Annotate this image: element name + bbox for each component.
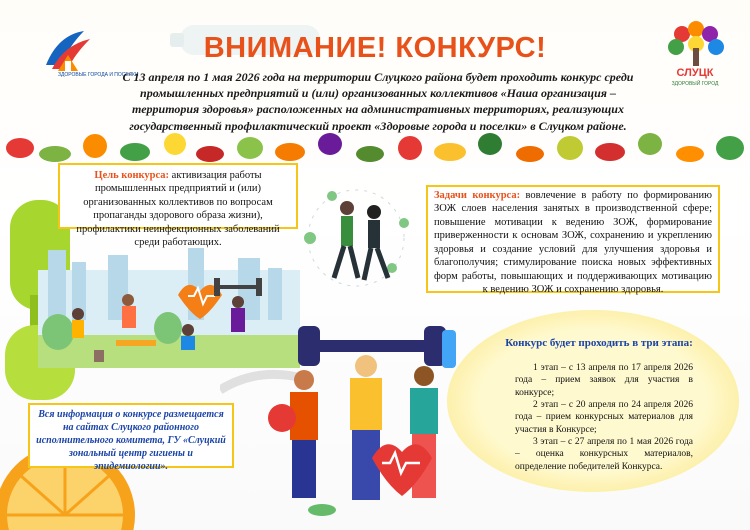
stages-list bbox=[515, 362, 693, 473]
right-logo-text: СЛУЦК bbox=[676, 67, 714, 79]
stage-item: 2 этап – с 20 апреля по 24 апреля 2026 года – прием конкурсных материалов для участия в Конкурсе; bbox=[515, 400, 693, 435]
runners-illustration bbox=[292, 178, 420, 298]
stage-item: 1 этап – с 13 апреля по 17 апреля 2026 года – прием заявок для участия в конкурсе; bbox=[515, 363, 693, 398]
stages-title: Конкурс будет проходить в три этапа: bbox=[505, 337, 693, 349]
tasks-label: Задачи конкурса: bbox=[434, 190, 521, 201]
tasks-box bbox=[426, 185, 720, 296]
outdoor-exercise-illustration bbox=[38, 240, 300, 368]
page-title: ВНИМАНИЕ! КОНКУРС! bbox=[203, 32, 547, 64]
tasks-text: вовлечение в работу по формированию ЗОЖ слоев населения занятых в производственной сфере; повышение мотивации к ведению ЗОЖ, формирование приверженности к основам ЗОЖ, сохранению и укреплению здоровья и создание условий для улучшения здоровья и благополучия; стимулирование поиска новых эффективных форм работы, повышающих и поддерживающих мотивацию к ведению ЗОЖ и сохранению здоровья. bbox=[434, 190, 712, 296]
right-logo-subtext: ЗДОРОВЫЙ ГОРОД bbox=[671, 81, 719, 87]
stage-item: 3 этап – с 27 апреля по 1 мая 2026 года – оценка конкурсных материалов, определение победителей Конкурса. bbox=[515, 437, 693, 472]
goal-text: активизация работы промышленных предприятий и (или) организованных коллективов по вопросам пропаганды здорового образа жизни), профилактики неинфекционных заболеваний среди работающих. bbox=[76, 170, 280, 249]
left-logo-caption: ЗДОРОВЫЕ ГОРОДА И ПОСЕЛКИ bbox=[58, 72, 139, 78]
team-fitness-illustration bbox=[262, 318, 477, 523]
goal-box bbox=[58, 163, 298, 249]
goal-label: Цель конкурса: bbox=[94, 170, 170, 181]
intro-paragraph: С 13 апреля по 1 мая 2026 года на территории Слуцкого района будет проходить конкурс среди промышленных предприятий и (или) организованных коллективов «Наша организация – территория здоровья» расположенных на административных территориях, реализующих государственный профилактический проект «Здоровые города и поселки» в Слуцком районе. bbox=[122, 70, 634, 133]
info-box: Вся информация о конкурсе размещается на сайтах Слуцкого районного исполнительного комитета, ГУ «Слуцкий зональный центр гигиены и эпидемиологии». bbox=[28, 403, 234, 468]
